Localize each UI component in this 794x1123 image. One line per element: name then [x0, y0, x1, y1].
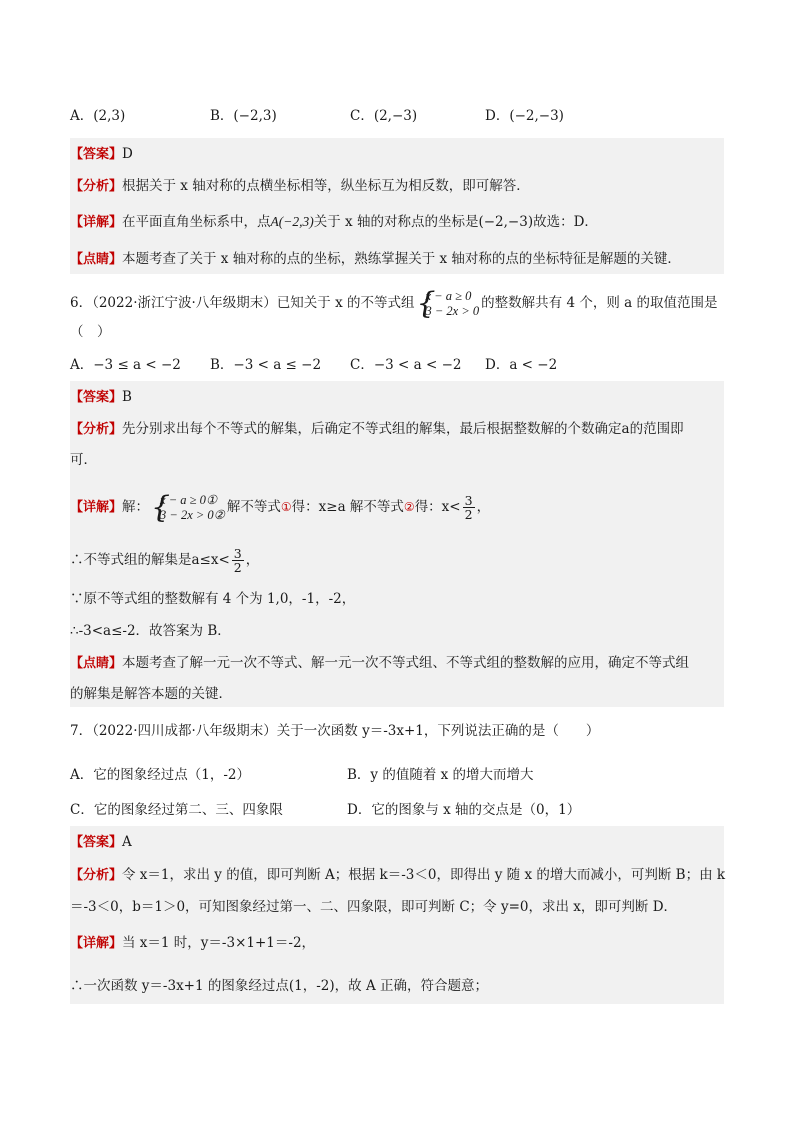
q6-detail-end: ， — [476, 499, 491, 515]
q5-option-b: B．(−2,3) — [210, 108, 277, 124]
fraction-numerator: 3 — [464, 493, 473, 508]
fraction-denominator: 2 — [464, 507, 473, 522]
q6-analysis-text1: 先分别求出每个不等式的解集，后确定不等式组的解集，最后根据整数解的个数确定a的范围即 — [122, 421, 684, 437]
q5-answer-value: D — [122, 146, 133, 162]
q5-analysis — [70, 176, 530, 197]
q7-analysis-line1 — [70, 865, 725, 886]
q5-detail-post: 故选：D． — [533, 214, 598, 230]
q7-answer-value: A — [122, 834, 132, 850]
q6-stem-post: 的整数解共有 4 个，则 a 的取值范围是 — [481, 295, 718, 311]
q5-detail-point: A(−2,3) — [270, 214, 314, 229]
q7-analysis-line2: ＝-3＜0，b＝1＞0，可知图象经过第一、二、四象限，即可判断 C；令 y=0，求出 x，即可判断 D． — [70, 899, 678, 915]
answer-tag: 【答案】 — [70, 390, 123, 405]
comment-tag: 【点睛】 — [70, 252, 123, 267]
q5-option-a: A．(2,3) — [70, 108, 126, 124]
q6-comment-line1 — [70, 653, 689, 674]
q7-option-c: C．它的图象经过第二、三、四象限 — [70, 802, 283, 818]
q6-line-b: ∵原不等式组的整数解有 4 个为 1,0，-1，-2， — [70, 591, 356, 607]
q5-answer — [70, 144, 133, 165]
q5-detail-coord: (−2,−3) — [478, 214, 534, 230]
q6-stem-line2: （ ） — [70, 324, 111, 340]
fraction — [463, 494, 475, 521]
q7-analysis-text1: 令 x＝1，求出 y 的值，即可判断 A；根据 k＝-3＜0，即得出 y 随 x 的增大而减小，可判断 B；由 k — [122, 867, 726, 883]
q6-analysis-line2: 可． — [70, 452, 97, 468]
q6-system-row1: x − a ≥ 0 — [425, 288, 472, 303]
answer-tag: 【答案】 — [70, 147, 123, 162]
q6-system-row2: 3 − 2x > 0 — [425, 303, 480, 318]
analysis-tag: 【分析】 — [70, 422, 123, 437]
q5-option-d: D．(−2,−3) — [485, 108, 564, 124]
fraction — [232, 547, 244, 574]
q6-stem-pre: 6．（2022·浙江宁波·八年级期末）已知关于 x 的不等式组 — [70, 295, 415, 311]
q6-line-c: ∴-3<a≤-2．故答案为 B． — [70, 623, 231, 639]
q6-detail — [70, 490, 490, 525]
q6-stem — [70, 286, 717, 320]
q6-detail-mid2: 得：x≥a 解不等式 — [291, 499, 404, 515]
q6-detail-row1: x − a ≥ 0① — [160, 492, 218, 507]
detail-tag: 【详解】 — [70, 500, 123, 515]
q6-option-b: B．−3 < a ≤ −2 — [210, 357, 322, 373]
fraction-denominator: 2 — [233, 560, 242, 575]
q6-line-a-pre: ∴不等式组的解集是a≤x< — [70, 552, 230, 568]
analysis-tag: 【分析】 — [70, 179, 123, 194]
q5-comment — [70, 249, 681, 270]
q7-detail — [70, 933, 315, 954]
q7-stem: 7．（2022·四川成都·八年级期末）关于一次函数 y＝-3x+1，下列说法正确的是（ ） — [70, 723, 600, 739]
q6-option-a: A．−3 ≤ a < −2 — [70, 357, 181, 373]
q6-detail-mid3: 得：x< — [414, 499, 461, 515]
q6-analysis-line1 — [70, 419, 684, 440]
q6-answer-value: B — [122, 389, 132, 405]
q6-answer — [70, 387, 132, 408]
circled-two-icon: ② — [403, 500, 415, 514]
q5-detail — [70, 212, 598, 233]
q6-detail-system — [151, 489, 225, 525]
q6-line-a — [70, 543, 259, 577]
analysis-tag: 【分析】 — [70, 868, 123, 883]
detail-tag: 【详解】 — [70, 215, 123, 230]
q7-line-a: ∴一次函数 y＝-3x+1 的图象经过点(1，-2)，故 A 正确，符合题意； — [70, 978, 488, 994]
q5-option-c: C．(2,−3) — [350, 108, 418, 124]
q6-system — [416, 285, 480, 321]
q7-option-d: D．它的图象与 x 轴的交点是（0，1） — [347, 802, 581, 818]
q6-line-a-post: ， — [245, 552, 260, 568]
q6-comment-line2: 的解集是解答本题的关键． — [70, 686, 232, 702]
comment-tag: 【点睛】 — [70, 656, 123, 671]
q7-option-b: B．y 的值随着 x 的增大而增大 — [347, 767, 534, 783]
q6-comment-text1: 本题考查了解一元一次不等式、解一元一次不等式组、不等式组的整数解的应用，确定不等式组 — [122, 655, 690, 671]
q5-detail-pre: 在平面直角坐标系中，点 — [122, 214, 271, 230]
answer-tag: 【答案】 — [70, 835, 123, 850]
q7-detail-text: 当 x＝1 时，y＝-3×1+1＝-2， — [122, 935, 316, 951]
q6-detail-mid1: 解不等式 — [226, 499, 281, 515]
brace-icon: { — [416, 285, 436, 321]
q6-option-d: D．a < −2 — [485, 357, 558, 373]
q7-option-a: A．它的图象经过点（1，-2） — [70, 767, 250, 783]
q6-option-c: C．−3 < a < −2 — [350, 357, 462, 373]
circled-one-icon: ① — [280, 500, 292, 514]
q5-detail-mid: 关于 x 轴的对称点的坐标是 — [313, 214, 479, 230]
q5-comment-text: 本题考查了关于 x 轴对称的点的坐标，熟练掌握关于 x 轴对称的点的坐标特征是解题的关键． — [122, 251, 681, 267]
fraction-numerator: 3 — [233, 546, 242, 561]
q6-detail-pre: 解： — [122, 499, 150, 515]
brace-icon: { — [151, 489, 171, 525]
q6-detail-row2: 3 − 2x > 0② — [160, 507, 225, 522]
detail-tag: 【详解】 — [70, 936, 123, 951]
q7-answer — [70, 832, 132, 853]
q5-analysis-text: 根据关于 x 轴对称的点横坐标相等，纵坐标互为相反数，即可解答． — [122, 178, 530, 194]
